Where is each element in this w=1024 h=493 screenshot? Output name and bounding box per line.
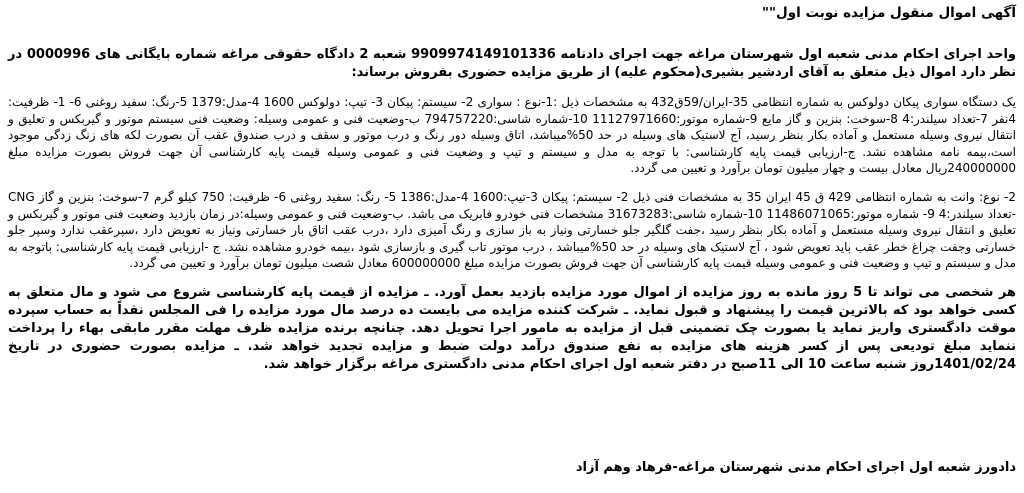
- auction-terms: هر شخصی می تواند تا 5 روز مانده به روز مزایده از اموال مورد مزایده بازدید بعمل آورد. ـ مزایده از قیمت پایه کارشناسی شروع می شود و مال متعلق به کسی خواهد بود که بالاترین قیمت را پیشنهاد و قبول نماید. ـ شرکت کننده مزایده می بایست ده درصد مال مورد مزایده را فی المجلس نقداً به حساب سپرده موقت دادگستری واریز نماید یا بصورت چک تضمینی قبل از مزایده به مامور اجرا تحویل دهد. چنانچه برنده مزایده ظرف مهلت مقرر مابقی بهاء را پرداخت ننماید مبلغ تودیعی پس از کسر هزینه های مزایده به نفع صندوق درآمد دولت ضبط و مزایده تجدید خواهد شد. ـ مزایده بصورت حضوری در تاریخ 1401/02/24روز شنبه ساعت 10 الی 11صبح در دفتر شعبه اول اجرای احکام مدنی دادگستری مراغه برگزار خواهد شد.: [8, 284, 1017, 372]
- item-2-description: 2- نوع: وانت به شماره انتظامی 429 ق 45 ایران 35 به مشخصات فنی ذیل 2- سیستم: پیکان 3-تیپ:1600 4-مدل:1386 5- رنگ: سفید روغنی 6- ظرفیت: 750 کیلو گرم 7-سوخت: بنزین و گاز CNG -تعداد سیلندر:4 9- شماره موتور:11486071065 10-شماره شاسی:31673283 مشخصات فنی خودرو فابریک می باشد. ب-وضعیت فنی و عمومی وسیله:در زمان بازدید وضعیت فنی موتور و گیربکس و تعلیق و انتقال نیروی وسیله مستعمل و آماده بکار بنظر رسید ،جفت گلگیر جلو خسارتی ونیاز به باز سازی و رنگ آمیزی دارد ،درب عقب اتاق بار خسارتی ونیاز به تعویض دارد ،سپرعقب ندارد وسپر جلو خسارتی وجفت چراغ خطر عقب باید تعویض شود ، آج لاستیک های وسیله در حد 50%میباشد ، درب موتور تاب گیری و بازسازی شود ،بیمه خودرو مشاهده نشد. ج -ارزیابی قیمت پایه کارشناسی: باتوجه به مدل و سیستم و تیپ و وضعیت فنی و عمومی وسیله قیمت پایه کارشناسی آن جهت فروش بصورت مزایده مبلغ 600000000 معادل شصت میلیون تومان برآورد و تعیین می گردد.: [8, 189, 1017, 271]
- notice-heading: آگهی اموال منقول مزایده نوبت اول"": [761, 5, 1016, 21]
- notice-intro: واحد اجرای احکام مدنی شعبه اول شهرستان مراغه جهت اجرای دادنامه 9909974149101336 شعبه 2 دادگاه حقوقی مراغه شماره بایگانی های 0000996 در نظر دارد اموال ذیل متعلق به آقای اردشیر بشیری(محکوم علیه) از طریق مزایده حضوری بفروش برساند:: [8, 47, 1016, 80]
- auction-notice: [8, 4, 1016, 374]
- item-1-description: یک دستگاه سواری پیکان دولوکس به شماره انتظامی 35-ایران/59ق432 به مشخصات ذیل :1-نوع : سواری 2- سیستم: پیکان 3- تیپ: دولوکس 1600 4-مدل:1379 5-رنگ: سفید روغنی 6- 1- ظرفیت: 4نفر 7-تعداد سیلندر:4 8-سوخت: بنزین و گاز مایع 9-شماره موتور:11127971660 10-شماره شاسی:794757220 ب-وضعیت فنی و عمومی وسیله: وضعیت فنی سیستم موتور و گیربکس و تعلیق و انتقال نیروی وسیله مستعمل و آماده بکار بنظر رسید، آج لاستیک های وسیله در حد 50%میباشد، اتاق وسیله دور رنگ و درب موتور و سقف و درب صندوق عقب آن بصورت لکه های زنگ زدگی موجود است،بیمه نامه مشاهده نشد. ج-ارزیابی قیمت پایه کارشناسی: با توجه به مدل و سیستم و تیپ و وضعیت فنی و عمومی وسیله قیمت پایه کارشناسی آن جهت فروش بصورت مزایده مبلغ 240000000ریال معادل بیست و چهار میلیون تومان برآورد و تعیین می گردد.: [8, 95, 1017, 176]
- signature-line: دادورز شعبه اول اجرای احکام مدنی شهرستان مراغه-فرهاد وهم آزاد: [575, 460, 1016, 475]
